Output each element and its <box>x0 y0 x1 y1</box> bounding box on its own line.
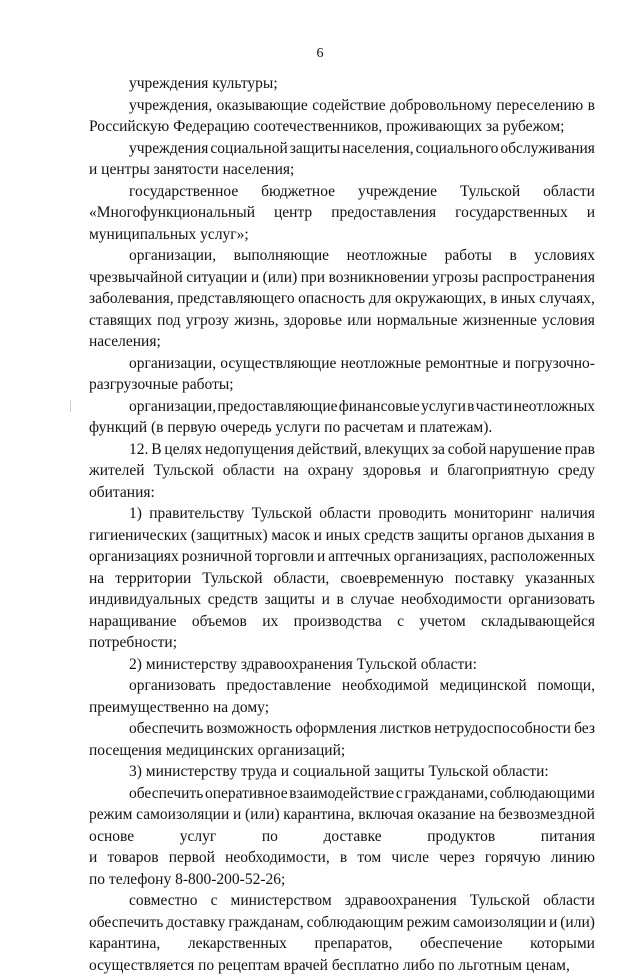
text-line: населения; <box>89 331 595 353</box>
text-line: обеспечить оперативное взаимодействие с гражданами, соблюдающими <box>89 783 595 805</box>
text-line: 3) министерству труда и социальной защиты Тульской области: <box>89 761 595 783</box>
text-line: 2) министерству здравоохранения Тульской области: <box>89 654 595 676</box>
text-line: 1) правительству Тульской области проводить мониторинг наличия <box>89 503 595 525</box>
text-line: заболевания, представляющего опасность для окружающих, в иных случаях, <box>89 288 595 310</box>
text-line: Российскую Федерацию соотечественников, проживающих за рубежом; <box>89 116 595 138</box>
page-number: 6 <box>0 46 640 62</box>
text-line: ставящих под угрозу жизнь, здоровье или нормальные жизненные условия <box>89 310 595 332</box>
text-line: обеспечить возможность оформления листков нетрудоспособности без <box>89 718 595 740</box>
paragraph <box>89 73 595 95</box>
text-line: потребности; <box>89 632 595 654</box>
text-line: учреждения культуры; <box>89 73 595 95</box>
text-line: совместно с министерством здравоохранения Тульской области <box>89 890 595 912</box>
text-line: жителей Тульской области на охрану здоровья и благоприятную среду <box>89 460 595 482</box>
paragraph <box>89 181 595 246</box>
paragraph <box>89 95 595 138</box>
text-line: карантина, лекарственных препаратов, обеспечение которыми <box>89 933 595 955</box>
text-line: обеспечить доставку гражданам, соблюдающим режим самоизоляции и (или) <box>89 912 595 934</box>
text-line: учреждения, оказывающие содействие добровольному переселению в <box>89 95 595 117</box>
text-line: и товаров первой необходимости, в том числе через горячую линию <box>89 847 595 869</box>
text-line: преимущественно на дому; <box>89 697 595 719</box>
text-line: наращивание объемов их производства с учетом складывающейся <box>89 611 595 633</box>
text-line: организовать предоставление необходимой медицинской помощи, <box>89 675 595 697</box>
paragraph <box>89 654 595 676</box>
text-line: 12. В целях недопущения действий, влекущих за собой нарушение прав <box>89 439 595 461</box>
text-line: индивидуальных средств защиты и в случае необходимости организовать <box>89 589 595 611</box>
paragraph <box>89 718 595 761</box>
text-line: основе услуг по доставке продуктов питания <box>89 826 595 848</box>
text-line: «Многофункциональный центр предоставления государственных и <box>89 202 595 224</box>
text-line: и центры занятости населения; <box>89 159 595 181</box>
text-line: организациях розничной торговли и аптечных организациях, расположенных <box>89 546 595 568</box>
paragraph <box>89 396 595 439</box>
text-line: по телефону 8-800-200-52-26; <box>89 869 595 891</box>
paragraph <box>89 890 595 976</box>
text-line: разгрузочные работы; <box>89 374 595 396</box>
paragraph <box>89 138 595 181</box>
text-line: посещения медицинских организаций; <box>89 740 595 762</box>
document-body <box>89 73 595 976</box>
text-line: режим самоизоляции и (или) карантина, включая оказание на безвозмездной <box>89 804 595 826</box>
text-line: чрезвычайной ситуации и (или) при возникновении угрозы распространения <box>89 267 595 289</box>
text-line: государственное бюджетное учреждение Тульской области <box>89 181 595 203</box>
text-line: гигиенических (защитных) масок и иных средств защиты органов дыхания в <box>89 525 595 547</box>
text-line: муниципальных услуг»; <box>89 224 595 246</box>
text-line: учреждения социальной защиты населения, социального обслуживания <box>89 138 595 160</box>
paragraph <box>89 503 595 654</box>
text-line: организации, выполняющие неотложные работы в условиях <box>89 245 595 267</box>
paragraph <box>89 353 595 396</box>
paragraph <box>89 761 595 783</box>
text-line: на территории Тульской области, своевременную поставку указанных <box>89 568 595 590</box>
text-line: обитания: <box>89 482 595 504</box>
text-line: организации, предоставляющие финансовые услуги в части неотложных <box>89 396 595 418</box>
paragraph <box>89 783 595 891</box>
text-line: осуществляется по рецептам врачей бесплатно либо по льготным ценам, <box>89 955 595 976</box>
paragraph <box>89 675 595 718</box>
margin-mark <box>70 400 71 412</box>
text-line: функций (в первую очередь услуги по расчетам и платежам). <box>89 417 595 439</box>
paragraph <box>89 439 595 504</box>
paragraph <box>89 245 595 353</box>
text-line: организации, осуществляющие неотложные ремонтные и погрузочно- <box>89 353 595 375</box>
